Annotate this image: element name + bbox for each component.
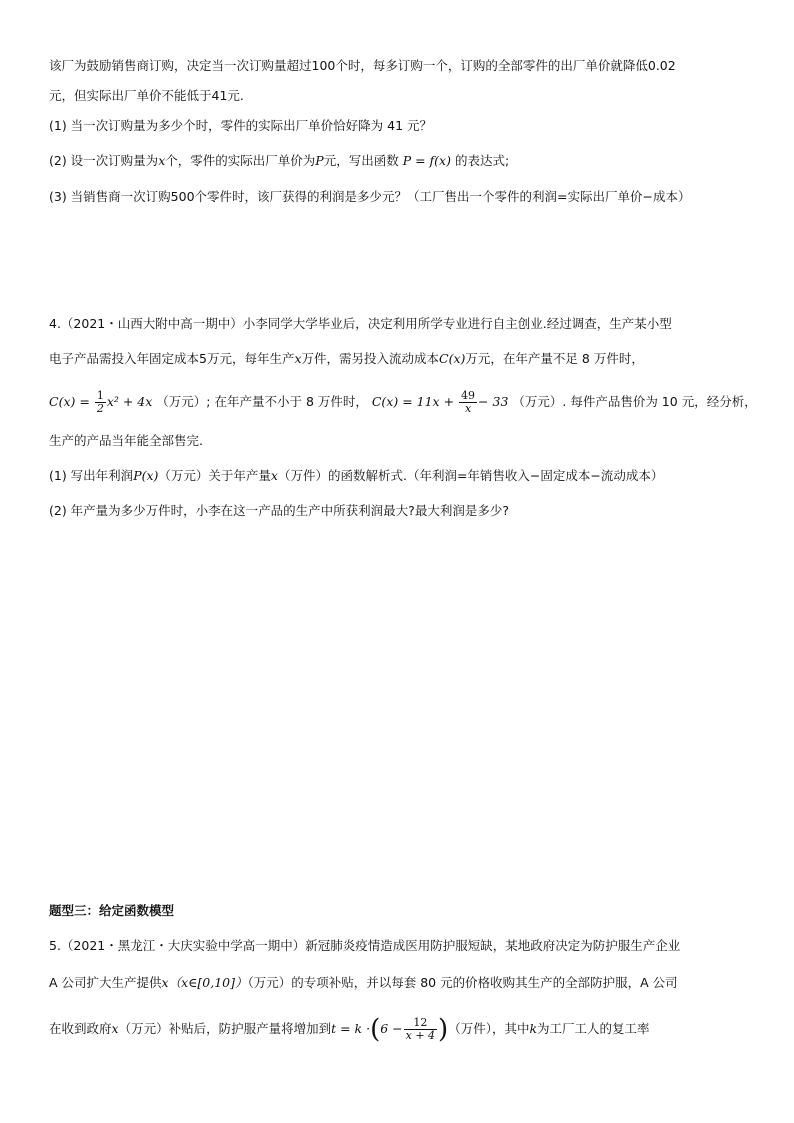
p4-l2-a: 电子产品需投入年固定成本5万元，每年生产 [49,351,295,366]
q2-text-d: 的表达式; [454,153,510,168]
p5-l2-x: x [161,975,169,990]
q2-var-x: x [158,153,166,168]
problem4-line3 [49,390,757,415]
problem3-question3: (3) 当销售商一次订购500个零件时，该厂获得的利润是多少元？（工厂售出一个零件的利润=实际出厂单价−成本） [49,189,691,204]
problem3-line1: 该厂为鼓励销售商订购，决定当一次订购量超过100个时，每多订购一个，订购的全部零件的出厂单价就降低0.02 [49,58,676,73]
q2-text-b: 个，零件的实际出厂单价为 [165,153,316,168]
problem5-line3 [49,1014,650,1045]
p4-q1-x: x [270,468,278,483]
problem4-line4: 生产的产品当年能全部售完. [49,433,203,448]
p4-cost-expr-2: − 33 [478,394,509,409]
p4-q1-b: （万元）关于年产量 [158,468,271,483]
problem3-question1: (1) 当一次订购量为多少个时，零件的实际出厂单价恰好降为 41 元？ [49,118,433,133]
p4-q1-a: (1) 写出年利润 [49,468,134,483]
p5-l3-x: x [111,1021,119,1036]
open-paren: ( [370,1014,381,1045]
q2-text-c: 元，写出函数 [323,153,399,168]
q2-var-p: P [315,153,324,168]
q2-text-a: (2) 设一次订购量为 [49,153,159,168]
p4-cost-func-2: C(x) = 11x + [371,394,455,409]
p5-l3-a: 在收到政府 [49,1021,112,1036]
p4-l2-x: x [294,351,302,366]
p4-q1-c: （万件）的函数解析式.（年利润=年销售收入−固定成本−流动成本） [277,468,664,483]
fraction-denominator: x [464,402,472,415]
section-heading: 题型三：给定函数模型 [49,903,175,918]
q2-function: P = f(x) [402,153,451,168]
p5-l3-b: （万元）补贴后，防护服产量将增加到 [118,1021,332,1036]
p5-l3-k: k [529,1021,538,1036]
p4-l2-cx: C(x) [439,351,466,366]
problem4-question2: (2) 年产量为多少万件时，小李在这一产品的生产中所获利润最大?最大利润是多少? [49,503,509,518]
p4-cost-expr-1: x² + 4x [106,394,153,409]
problem4-line2 [49,350,644,368]
fraction-denominator: x + 4 [405,1029,436,1042]
fraction-denominator: 2 [96,402,104,415]
problem3-line2: 元，但实际出厂单价不能低于41元. [49,88,244,103]
problem5-line2 [49,974,678,992]
fraction-one-half [95,390,106,415]
p4-q1-px: P(x) [133,468,159,483]
p5-formula-t: t = k · [331,1021,371,1036]
p5-l2-b: （万元）的专项补贴，并以每套 80 元的价格收购其生产的全部防护服，A 公司 [247,975,678,990]
p5-l3-d: 为工厂工人的复工率 [537,1021,650,1036]
problem5-line1: 5.（2021・黑龙江・大庆实验中学高一期中）新冠肺炎疫情造成医用防护服短缺，某地政府决定为防护服生产企业 [49,938,681,953]
problem3-question2 [49,152,509,170]
fraction-49-over-x [459,390,477,415]
problem4-question1 [49,467,663,485]
p5-l3-c: （万件），其中 [448,1021,530,1036]
p5-l2-a: A 公司扩大生产提供 [49,975,162,990]
p4-l3-a: （万元）; 在年产量不小于 8 万件时， [156,394,368,409]
fraction-numerator: 49 [461,389,476,402]
p4-l2-c: 万元，在年产量不足 8 万件时， [465,351,644,366]
fraction-numerator: 1 [96,389,104,402]
p4-l3-b: （万元）. 每件产品售价为 10 元，经分析， [512,394,757,409]
p4-cost-func-1: C(x) = [49,394,90,409]
p5-l2-domain: （x∈[0,10]） [168,975,248,990]
fraction-12-over-x-plus-4 [404,1017,437,1042]
p4-l2-b: 万件，需另投入流动成本 [301,351,440,366]
p5-six-minus: 6 − [380,1021,403,1036]
fraction-numerator: 12 [404,1017,437,1030]
problem4-line1: 4.（2021・山西大附中高一期中）小李同学大学毕业后，决定利用所学专业进行自主创业.经过调查，生产某小型 [49,316,672,331]
close-paren: ) [438,1014,449,1045]
